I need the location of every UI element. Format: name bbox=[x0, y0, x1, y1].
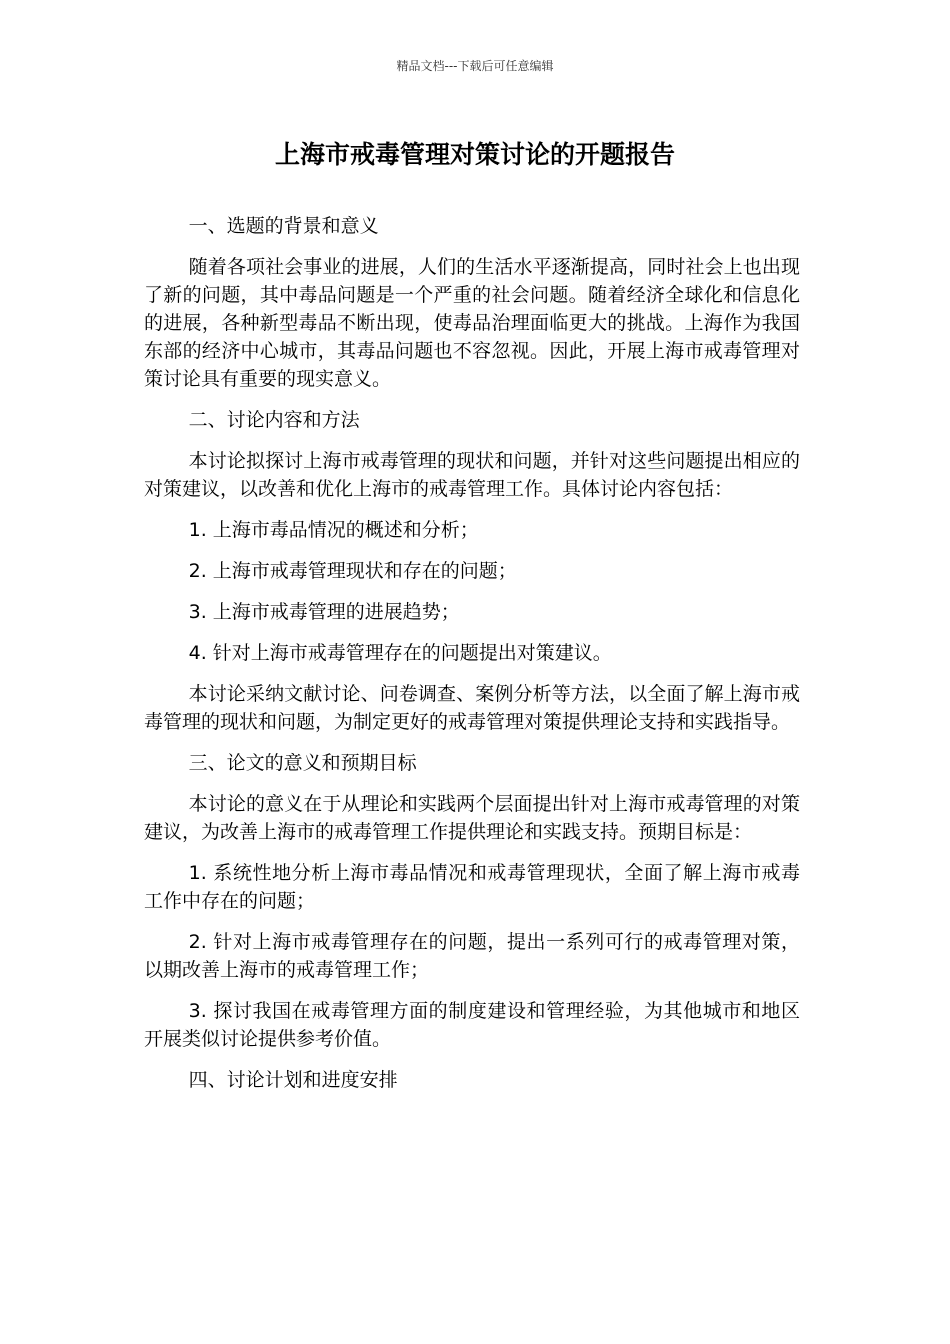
section-2-paragraph: 本讨论拟探讨上海市戒毒管理的现状和问题，并针对这些问题提出相应的对策建议，以改善和优化上海市的戒毒管理工作。具体讨论内容包括： bbox=[144, 450, 800, 500]
list-item: 1. 系统性地分析上海市毒品情况和戒毒管理现状，全面了解上海市戒毒工作中存在的问题； bbox=[144, 862, 800, 912]
section-heading-1: 一、选题的背景和意义 bbox=[188, 215, 379, 237]
list-item: 3. 上海市戒毒管理的进展趋势； bbox=[188, 601, 460, 623]
list-item: 3. 探讨我国在戒毒管理方面的制度建设和管理经验，为其他城市和地区开展类似讨论提供参考价值。 bbox=[144, 1000, 800, 1050]
list-item: 4. 针对上海市戒毒管理存在的问题提出对策建议。 bbox=[188, 642, 612, 664]
section-2-paragraph-methods: 本讨论采纳文献讨论、问卷调查、案例分析等方法，以全面了解上海市戒毒管理的现状和问题，为制定更好的戒毒管理对策提供理论支持和实践指导。 bbox=[144, 683, 800, 733]
header-note: 精品文档---下载后可任意编辑 bbox=[396, 59, 554, 73]
section-3-paragraph: 本讨论的意义在于从理论和实践两个层面提出针对上海市戒毒管理的对策建议，为改善上海市的戒毒管理工作提供理论和实践支持。预期目标是： bbox=[144, 793, 800, 843]
list-item: 2. 上海市戒毒管理现状和存在的问题； bbox=[188, 560, 517, 582]
section-heading-2: 二、讨论内容和方法 bbox=[188, 409, 360, 431]
section-heading-4: 四、讨论计划和进度安排 bbox=[188, 1069, 398, 1091]
document-title: 上海市戒毒管理对策讨论的开题报告 bbox=[274, 140, 675, 169]
document-body bbox=[144, 212, 800, 1107]
list-item: 2. 针对上海市戒毒管理存在的问题，提出一系列可行的戒毒管理对策，以期改善上海市的戒毒管理工作； bbox=[144, 931, 800, 981]
list-item: 1. 上海市毒品情况的概述和分析； bbox=[188, 519, 479, 541]
section-heading-3: 三、论文的意义和预期目标 bbox=[188, 752, 417, 774]
section-1-paragraph: 随着各项社会事业的进展，人们的生活水平逐渐提高，同时社会上也出现了新的问题，其中毒品问题是一个严重的社会问题。随着经济全球化和信息化的进展，各种新型毒品不断出现，使毒品治理面临更大的挑战。上海作为我国东部的经济中心城市，其毒品问题也不容忽视。因此，开展上海市戒毒管理对策讨论具有重要的现实意义。 bbox=[144, 256, 800, 390]
